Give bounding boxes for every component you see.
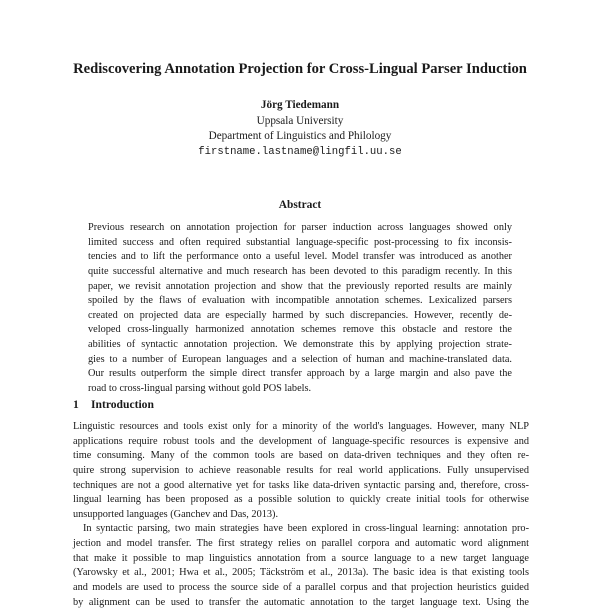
body-line: techniques are not a good alternative yet for tasks like data-driven syntactic parsing and, therefore, cross- [73, 479, 529, 491]
abstract-body [88, 221, 512, 397]
author-department: Department of Linguistics and Philology [208, 130, 392, 142]
author-name: Jörg Tiedemann [260, 99, 340, 111]
abstract-line: tencies and to lift the performance onto a useful level. Model transfer was introduced as another [88, 251, 512, 263]
abstract-line: created on projected data are especially harmed by such discrepancies. However, recently de- [88, 309, 512, 321]
section-heading [73, 397, 533, 412]
body-line: applications require robust tools and the development of language-specific resources is expensive and [73, 435, 529, 447]
abstract-line: veloped cross-lingually harmonized annotation schemes remove this obstacle and restore the [88, 324, 512, 336]
body-line: lingual learning has been proposed as a possible solution to quickly create initial tools for otherwise [73, 494, 529, 506]
section-number: 1 [73, 398, 79, 411]
abstract-line: quite successful alternative and much research has been devoted to this paradigm recently. In this [88, 265, 512, 277]
body-line: quire strong supervision to achieve reasonable results for real world applications. Fully unsupervised [73, 464, 529, 476]
section-title: Introduction [91, 398, 154, 411]
abstract-heading: Abstract [278, 199, 322, 211]
body-line: Linguistic resources and tools exist only for a minority of the world's languages. However, many NLP [73, 421, 529, 432]
body-line: jection and model transfer. The first strategy relies on parallel corpora and automatic word alignment [73, 538, 529, 550]
author-email: firstname.lastname@lingfil.uu.se [198, 145, 402, 158]
author-affiliation: Uppsala University [256, 114, 344, 127]
author-block [0, 98, 600, 160]
abstract-line: road to cross-lingual parsing without gold POS labels. [88, 383, 312, 395]
abstract-line: abilities of syntactic annotation projection. We demonstrate this by applying projection strate- [88, 339, 512, 351]
abstract-line: limited success and often required substantial language-specific post-processing to fix inconsis- [88, 236, 512, 248]
body-line: by alignment can be used to transfer the automatic annotation to the target language text. Using the [73, 596, 529, 608]
abstract-line: Our results outperform the simple direct transfer approach by a large margin and also pave the [88, 368, 512, 380]
body-line: (Yarowsky et al., 2001; Hwa et al., 2005; Täckström et al., 2013a). The basic idea is that existing tools [73, 567, 529, 579]
body-line: In syntactic parsing, two main strategies have been explored in cross-lingual learning: annotation pro- [83, 523, 529, 535]
body-line: that make it possible to map linguistics annotation from a source language to a new target language [73, 552, 529, 564]
abstract-line: Previous research on annotation projection for parser induction across languages showed only [88, 222, 512, 233]
abstract-line: gies to a number of European languages and a selection of human and machine-translated data. [88, 353, 512, 365]
body-line: time consuming. Many of the common tools are based on data-driven techniques and they often re- [73, 450, 529, 462]
abstract-line: spoiled by the flaws of evaluation with incompatible annotation schemes. Lexicalized parsers [88, 295, 512, 307]
paper-title: Rediscovering Annotation Projection for Cross-Lingual Parser Induction [73, 61, 527, 77]
abstract-line: paper, we revisit annotation projection and show that the previously reported results are mainly [88, 280, 512, 292]
introduction-body [73, 420, 529, 610]
body-line: unsupported languages (Ganchev and Das, 2013). [73, 508, 279, 520]
body-line: and models are used to process the source side of a parallel corpus and that projection heuristics guided [73, 582, 529, 594]
